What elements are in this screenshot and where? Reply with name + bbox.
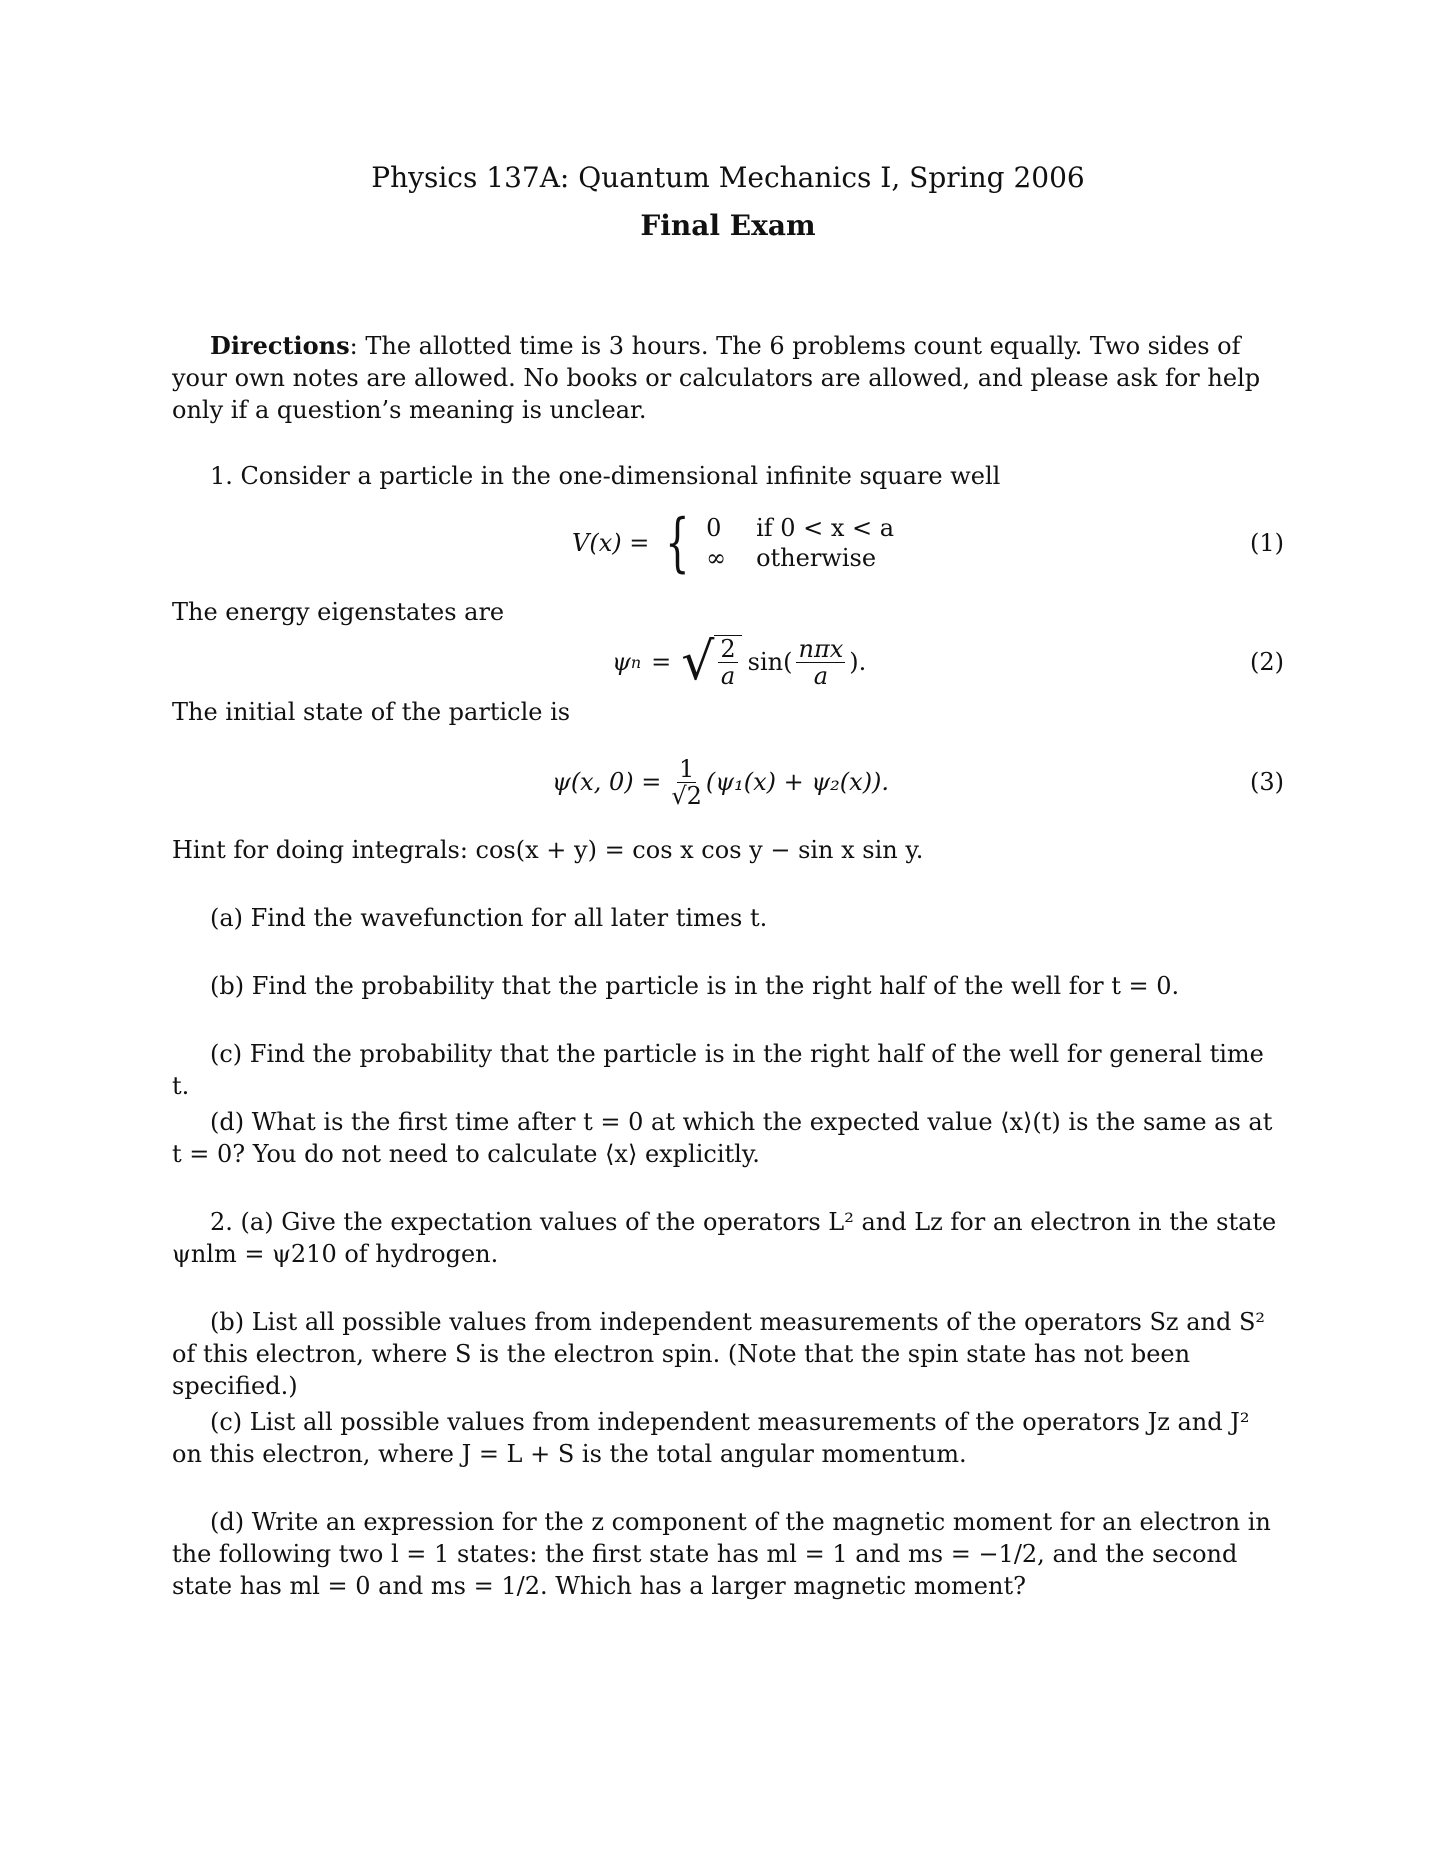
eq3-number: (3)	[1250, 768, 1284, 796]
eq1-case2-value: ∞	[706, 544, 727, 572]
eq3-frac-num: 1	[679, 754, 695, 783]
directions-paragraph	[172, 330, 1284, 426]
eq1-case1-cond: if 0 < x < a	[756, 514, 895, 542]
eq2-close: ).	[849, 648, 867, 676]
equation-1	[172, 503, 1284, 583]
eq2-frac-den: a	[813, 661, 829, 690]
eq2-number: (2)	[1250, 648, 1284, 676]
eq2-lhs-sub: n	[630, 652, 642, 672]
exam-title: Final Exam	[640, 209, 816, 242]
eq2-frac	[796, 636, 845, 689]
eq2-sqrt-den: a	[720, 662, 736, 690]
eq2-frac-num: nπx	[798, 634, 844, 663]
integral-hint: Hint for doing integrals: cos(x + y) = cos x cos y − sin x sin y.	[172, 836, 924, 864]
problem1-part-b: (b) Find the probability that the particle is in the right half of the well for t = 0.	[210, 972, 1180, 1000]
eq1-brace: {	[665, 506, 690, 580]
eq2-lhs: ψ	[612, 648, 631, 676]
eq3-frac	[671, 756, 702, 809]
problem2-part-b: (b) List all possible values from independent measurements of the operators Sz and S² of this electron, where S is the electron spin. (Note that the spin state has not been specified.)	[172, 1308, 1266, 1400]
problem1-intro: 1. Consider a particle in the one-dimensional infinite square well	[210, 462, 1001, 490]
problem1-part-d: (d) What is the first time after t = 0 at which the expected value ⟨x⟩(t) is the same as at t = 0? You do not need to calculate ⟨x⟩ explicitly.	[172, 1108, 1273, 1168]
eq1-case2-cond: otherwise	[756, 544, 877, 572]
sqrt-sign-icon: √	[681, 632, 715, 692]
eq1-case1-value: 0	[706, 514, 722, 542]
eq3-rhs: (ψ₁(x) + ψ₂(x)).	[705, 768, 890, 796]
directions-text: : The allotted time is 3 hours. The 6 problems count equally. Two sides of your own notes are allowed. No books or calculators are allowed, and please ask for help only if a question’s meaning is unclear.	[172, 332, 1261, 424]
eq3-lhs: ψ(x, 0) =	[552, 768, 662, 796]
problem2-part-c: (c) List all possible values from independent measurements of the operators Jz and J² on this electron, where J = L + S is the total angular momentum.	[172, 1408, 1250, 1468]
eq1-cases	[706, 514, 894, 572]
initial-state-text: The initial state of the particle is	[172, 698, 571, 726]
exam-header	[0, 160, 1456, 244]
equation-3	[172, 742, 1284, 822]
problem1-part-c: (c) Find the probability that the particle is in the right half of the well for general time t.	[172, 1040, 1264, 1100]
eq1-number: (1)	[1250, 529, 1284, 557]
eq2-equals: =	[651, 648, 672, 676]
eq1-lhs: V(x) =	[572, 529, 650, 557]
equation-2	[172, 622, 1284, 702]
eq2-sqrt-num: 2	[720, 635, 736, 663]
eigenstates-text: The energy eigenstates are	[172, 598, 505, 626]
course-title: Physics 137A: Quantum Mechanics I, Spring 2006	[371, 161, 1085, 194]
eq2-sin: sin(	[747, 648, 793, 676]
problem2-part-d: (d) Write an expression for the z component of the magnetic moment for an electron in the following two l = 1 states: the first state has ml = 1 and ms = −1/2, and the second state has ml = 0 and ms = 1/2. Which has a larger magnetic moment?	[172, 1508, 1271, 1600]
problem1-part-a: (a) Find the wavefunction for all later times t.	[210, 904, 768, 932]
eq2-sqrt	[681, 632, 741, 692]
problem2-part-a: 2. (a) Give the expectation values of the operators L² and Lz for an electron in the state ψnlm = ψ210 of hydrogen.	[172, 1208, 1277, 1268]
directions-label: Directions	[210, 331, 350, 360]
eq3-frac-den: √2	[671, 781, 702, 810]
